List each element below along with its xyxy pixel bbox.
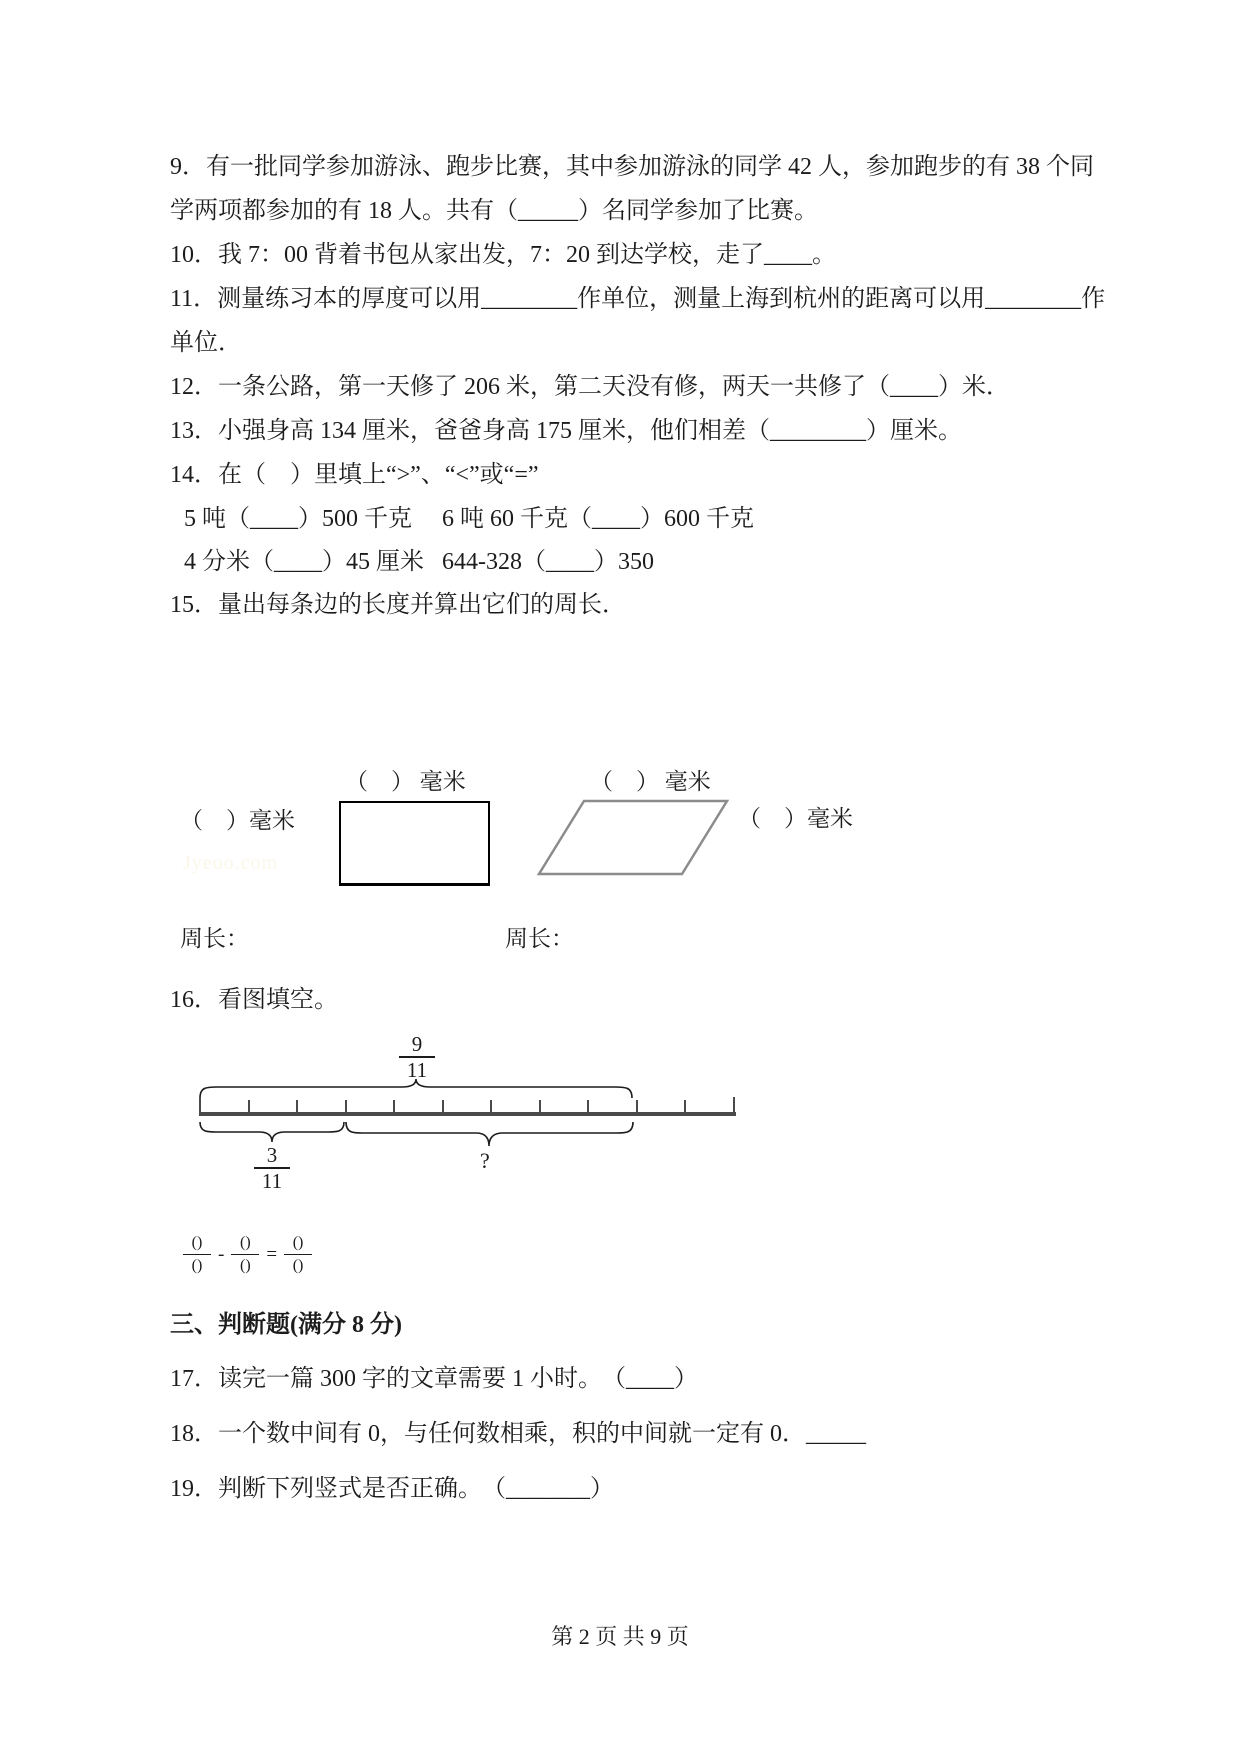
parallelogram-top-length-label: （ ） 毫米 [590, 769, 711, 794]
question-16: 16．看图填空。 [170, 987, 338, 1013]
question-9-line-2: 学两项都参加的有 18 人。共有（_____）名同学参加了比赛。 [170, 198, 818, 224]
underbrace-unknown [345, 1121, 634, 1149]
segment-line [199, 1112, 736, 1116]
equation-fraction-3-denominator: () [284, 1254, 312, 1277]
equals-sign: = [266, 1243, 278, 1265]
question-14-row1-col1: 5 吨（____）500 千克 [184, 506, 412, 532]
fraction-equation [183, 1232, 312, 1277]
question-14: 14．在（ ）里填上“>”、“<”或“=” [170, 462, 539, 488]
question-12: 12．一条公路，第一天修了 206 米，第二天没有修，两天一共修了（____）米． [170, 374, 1010, 400]
fraction-9-11 [399, 1032, 435, 1082]
overbrace-nine-elevenths [199, 1078, 633, 1100]
equation-fraction-2-numerator: () [240, 1234, 251, 1251]
question-18: 18．一个数中间有 0，与任何数相乘，积的中间就一定有 0．_____ [170, 1421, 866, 1447]
rect-top-length-label: （ ） 毫米 [345, 769, 466, 794]
fraction-3-11-denominator: 11 [254, 1167, 290, 1193]
equation-fraction-1-denominator: () [183, 1254, 211, 1277]
question-14-row2-col1: 4 分米（____）45 厘米 [184, 549, 424, 575]
question-19: 19．判断下列竖式是否正确。 （_______） [170, 1476, 614, 1502]
watermark: Jyeoo.com [183, 852, 279, 874]
question-17: 17．读完一篇 300 字的文章需要 1 小时。 （____） [170, 1366, 698, 1392]
tick-mark [296, 1100, 298, 1116]
parallelogram-shape [535, 795, 735, 880]
tick-mark [442, 1100, 444, 1116]
fraction-9-11-numerator: 9 [411, 1032, 423, 1056]
fraction-3-11-numerator: 3 [266, 1143, 278, 1167]
tick-mark [199, 1097, 201, 1116]
question-15: 15．量出每条边的长度并算出它们的周长． [170, 592, 626, 618]
question-13: 13．小强身高 134 厘米，爸爸身高 175 厘米，他们相差（________）厘米。 [170, 418, 962, 444]
tick-mark [345, 1100, 347, 1116]
rect-side-length-label: （ ）毫米 [180, 808, 295, 833]
parallelogram-side-length-label: （ ）毫米 [738, 806, 853, 831]
perimeter-label-left: 周长： [180, 926, 249, 951]
question-11-line-2: 单位． [170, 330, 242, 356]
underbrace-three-elevenths [199, 1121, 345, 1145]
tick-mark [393, 1100, 395, 1116]
perimeter-label-right: 周长： [505, 926, 574, 951]
question-mark-label: ? [480, 1148, 490, 1173]
question-11-line-1: 11．测量练习本的厚度可以用________作单位，测量上海到杭州的距离可以用________作 [170, 286, 1106, 312]
tick-mark [733, 1097, 735, 1116]
equation-fraction-3 [284, 1232, 312, 1277]
fraction-9-11-denominator: 11 [399, 1056, 435, 1082]
tick-mark [490, 1100, 492, 1116]
tick-mark [684, 1100, 686, 1116]
tick-mark [587, 1100, 589, 1116]
rectangle-shape [339, 801, 490, 886]
tick-mark [636, 1100, 638, 1116]
tick-mark [248, 1100, 250, 1116]
section-3-heading: 三、判断题(满分 8 分) [170, 1312, 402, 1338]
question-14-row2-col2: 644-328（____）350 [442, 549, 654, 575]
equation-fraction-3-numerator: () [292, 1234, 304, 1251]
page-footer: 第 2 页 共 9 页 [551, 1624, 689, 1649]
equation-fraction-1-numerator: () [191, 1234, 203, 1251]
question-14-row1-col2: 6 吨 60 千克（____）600 千克 [442, 506, 754, 532]
tick-mark [539, 1100, 541, 1116]
equation-fraction-2-denominator: () [231, 1254, 259, 1277]
equation-fraction-2 [231, 1232, 259, 1277]
question-9-line-1: 9．有一批同学参加游泳、跑步比赛，其中参加游泳的同学 42 人，参加跑步的有 38 个同 [170, 154, 1094, 180]
fraction-3-11 [254, 1143, 290, 1193]
equation-fraction-1 [183, 1232, 211, 1277]
question-10: 10．我 7：00 背着书包从家出发，7：20 到达学校，走了____。 [170, 242, 836, 268]
minus-sign: - [218, 1243, 225, 1265]
